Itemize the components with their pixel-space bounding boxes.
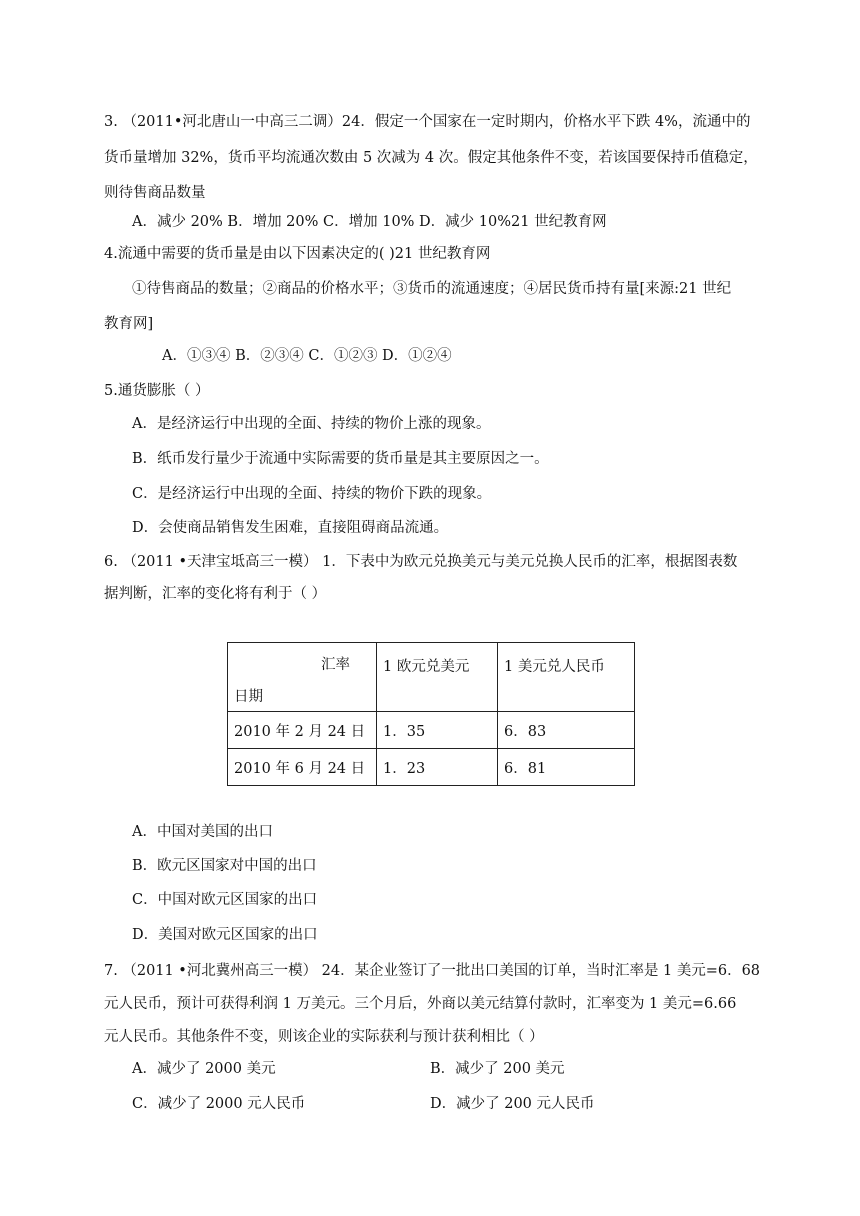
q7-option-b: B．减少了 200 美元 [430,1061,565,1077]
row-date: 2010 年 2 月 24 日 [228,712,377,749]
q3-options: A．减少 20% B．增加 20% C．增加 10% D．减少 10%21 世纪教育网 [132,214,607,230]
column-header-usd-cny [498,643,635,712]
q4-options: A．①③④ B．②③④ C．①②③ D．①②④ [162,348,452,364]
q6-option-c: C．中国对欧元区国家的出口 [132,892,318,908]
q6-line-1: 6. （2011 •天津宝坻高三一模） 1．下表中为欧元兑换美元与美元兑换人民币的汇率，根据图表数 [104,554,738,570]
row-eur-usd: 1．23 [377,749,498,786]
q7-option-d: D．减少了 200 元人民币 [430,1096,595,1112]
q5-option-a: A．是经济运行中出现的全面、持续的物价上涨的现象。 [132,416,491,432]
q7-option-c: C．减少了 2000 元人民币 [132,1096,306,1112]
q3-line-2: 货币量增加 32%，货币平均流通次数由 5 次减为 4 次。假定其他条件不变，若该国要保持币值稳定， [104,150,758,166]
q4-line-3: 教育网] [104,316,154,332]
corner-label-rate: 汇率 [321,657,350,673]
q5-option-b: B．纸币发行量少于流通中实际需要的货币量是其主要原因之一。 [132,451,549,467]
q4-line-2: ①待售商品的数量；②商品的价格水平；③货币的流通速度；④居民货币持有量[来源:21 世纪 [132,281,732,297]
row-eur-usd: 1．35 [377,712,498,749]
exchange-rate-table [227,642,635,786]
column-header-usd-cny-text: 1 美元兑人民币 [504,659,605,675]
q3-line-1: 3. （2011•河北唐山一中高三二调）24．假定一个国家在一定时期内，价格水平下跌 4%，流通中的 [104,114,751,130]
table-row [228,712,635,749]
q3-line-3: 则待售商品数量 [104,185,206,201]
q7-line-2: 元人民币，预计可获得利润 1 万美元。三个月后，外商以美元结算付款时，汇率变为 1 美元=6.66 [104,996,737,1012]
q7-option-a: A．减少了 2000 美元 [132,1061,276,1077]
q6-line-2: 据判断，汇率的变化将有利于（ ） [104,586,327,602]
table-row [228,749,635,786]
corner-label-date: 日期 [234,689,263,705]
column-header-eur-usd [377,643,498,712]
q6-option-b: B．欧元区国家对中国的出口 [132,858,317,874]
column-header-eur-usd-text: 1 欧元兑美元 [383,659,470,675]
q5-option-d: D．会使商品销售发生困难，直接阻碍商品流通。 [132,520,449,536]
table-corner-cell [228,643,377,712]
q6-option-d: D．美国对欧元区国家的出口 [132,927,318,943]
q7-line-1: 7. （2011 •河北冀州高三一模） 24．某企业签订了一批出口美国的订单，当时汇率是 1 美元=6．68 [104,963,761,979]
row-usd-cny: 6．83 [498,712,635,749]
q7-line-3: 元人民币。其他条件不变，则该企业的实际获利与预计获利相比（ ） [104,1029,544,1045]
q5-option-c: C．是经济运行中出现的全面、持续的物价下跌的现象。 [132,486,492,502]
row-date: 2010 年 6 月 24 日 [228,749,377,786]
q5-stem: 5.通货膨胀（ ） [104,383,210,399]
q4-line-1: 4.流通中需要的货币量是由以下因素决定的( )21 世纪教育网 [104,246,491,262]
q6-option-a: A．中国对美国的出口 [132,824,273,840]
table-header-row [228,643,635,712]
row-usd-cny: 6．81 [498,749,635,786]
